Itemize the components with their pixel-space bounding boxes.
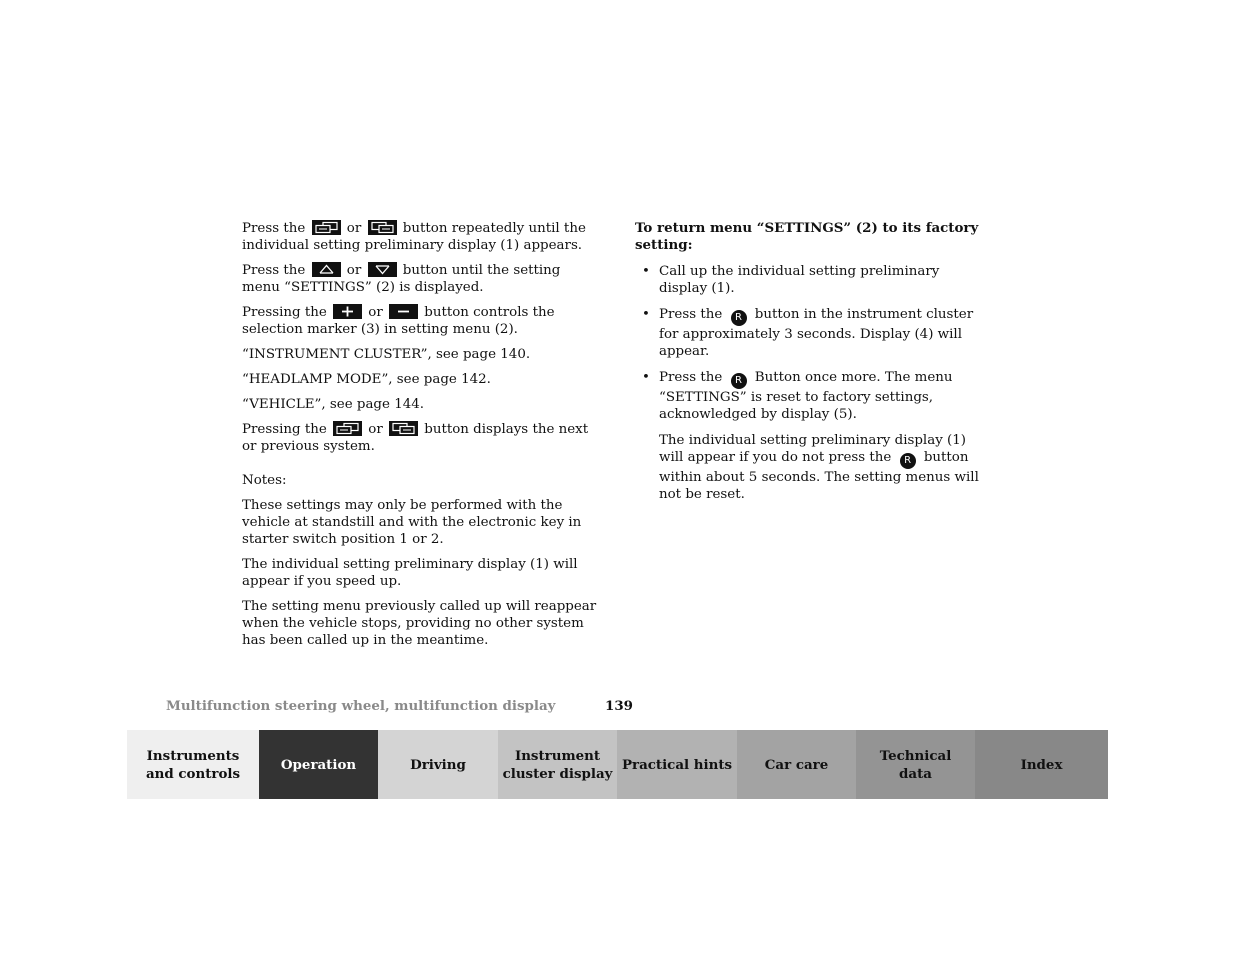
reference-headlamp-mode: “HEADLAMP MODE”, see page 142. (242, 372, 491, 387)
plus-icon (333, 304, 362, 319)
tab-label: Operation (280, 756, 357, 773)
step-text: Button once more. The menu “SETTINGS” is reset to factory settings, acknowledged by display (5). (659, 370, 953, 422)
instruction-plus-minus (242, 304, 602, 338)
note-reappear: The setting menu previously called up will reappear when the vehicle stops, providing no other system has been called up in the meantime. (242, 599, 597, 648)
down-arrow-icon (368, 262, 397, 277)
bullet-icon: • (642, 307, 650, 322)
instruction-text: button displays the next or previous system. (242, 422, 589, 454)
bullet-icon: • (642, 370, 650, 385)
instruction-text: Pressing the (242, 305, 327, 320)
section-heading: To return menu “SETTINGS” (2) to its factory setting: (635, 220, 979, 253)
minus-icon (389, 304, 418, 319)
tab-label: cluster display (502, 765, 613, 782)
reset-r-icon: R (731, 373, 747, 389)
display-select-icon (312, 220, 341, 235)
tab-instruments-and-controls[interactable] (127, 730, 259, 799)
tab-label: Instruments (146, 747, 240, 764)
reference-vehicle: “VEHICLE”, see page 144. (242, 397, 425, 412)
step-text: Call up the individual setting preliminary display (1). (659, 264, 940, 296)
tab-label: Practical hints (621, 756, 733, 773)
instruction-text: button repeatedly until the individual setting preliminary display (1) appears. (242, 221, 586, 253)
page-number: 139 (605, 698, 633, 714)
tab-operation[interactable] (259, 730, 378, 799)
or-text: or (368, 422, 383, 437)
note-text: The individual setting preliminary display (1) will appear if you do not press the (659, 433, 966, 465)
list-item (635, 263, 987, 297)
tab-driving[interactable] (378, 730, 498, 799)
note-text: button within about 5 seconds. The setting menus will not be reset. (659, 450, 979, 502)
tab-label: and controls (145, 765, 241, 782)
reference-instrument-cluster: “INSTRUMENT CLUSTER”, see page 140. (242, 347, 531, 362)
instruction-display-select (242, 220, 602, 254)
list-item (635, 306, 987, 360)
tab-label: data (899, 765, 932, 782)
tab-label: Instrument (514, 747, 601, 764)
tab-index[interactable] (975, 730, 1108, 799)
reset-r-icon: R (900, 453, 916, 469)
steps-list (635, 263, 987, 423)
tab-car-care[interactable] (737, 730, 856, 799)
step-text: button in the instrument cluster for approximately 3 seconds. Display (4) will appear. (659, 307, 974, 359)
display-select-icon (368, 220, 397, 235)
or-text: or (346, 221, 362, 236)
or-text: or (346, 263, 362, 278)
reset-r-icon: R (731, 310, 747, 326)
note-standstill: These settings may only be performed with the vehicle at standstill and with the electronic key in starter switch position 1 or 2. (242, 498, 582, 547)
section-tabs (127, 730, 1108, 799)
instruction-text: Press the (242, 221, 306, 236)
instruction-text: Pressing the (242, 422, 327, 437)
up-arrow-icon (312, 262, 341, 277)
step-text: Press the (659, 307, 723, 322)
bullet-icon: • (642, 264, 650, 279)
tab-instrument-cluster-display[interactable] (498, 730, 617, 799)
tab-practical-hints[interactable] (617, 730, 737, 799)
step-text: Press the (659, 370, 723, 385)
instruction-text: button controls the selection marker (3) in setting menu (2). (242, 305, 555, 337)
or-text: or (368, 305, 383, 320)
instruction-text: button until the setting menu “SETTINGS” (2) is displayed. (242, 263, 561, 295)
tab-technical-data[interactable] (856, 730, 975, 799)
tab-label: Technical (879, 747, 952, 764)
section-title: Multifunction steering wheel, multifunction display (166, 698, 556, 714)
display-select-icon (389, 421, 418, 436)
left-column (242, 220, 602, 657)
right-column (635, 220, 987, 503)
instruction-up-down (242, 262, 602, 296)
tab-label: Car care (764, 756, 829, 773)
tab-label: Index (1020, 756, 1063, 773)
instruction-text: Press the (242, 263, 306, 278)
notes-label: Notes: (242, 473, 287, 488)
note-speed-up: The individual setting preliminary display (1) will appear if you speed up. (242, 557, 578, 589)
display-select-icon (333, 421, 362, 436)
tab-label: Driving (410, 756, 466, 773)
list-item (635, 369, 987, 423)
follow-up-note (635, 432, 987, 503)
instruction-next-previous (242, 421, 602, 455)
